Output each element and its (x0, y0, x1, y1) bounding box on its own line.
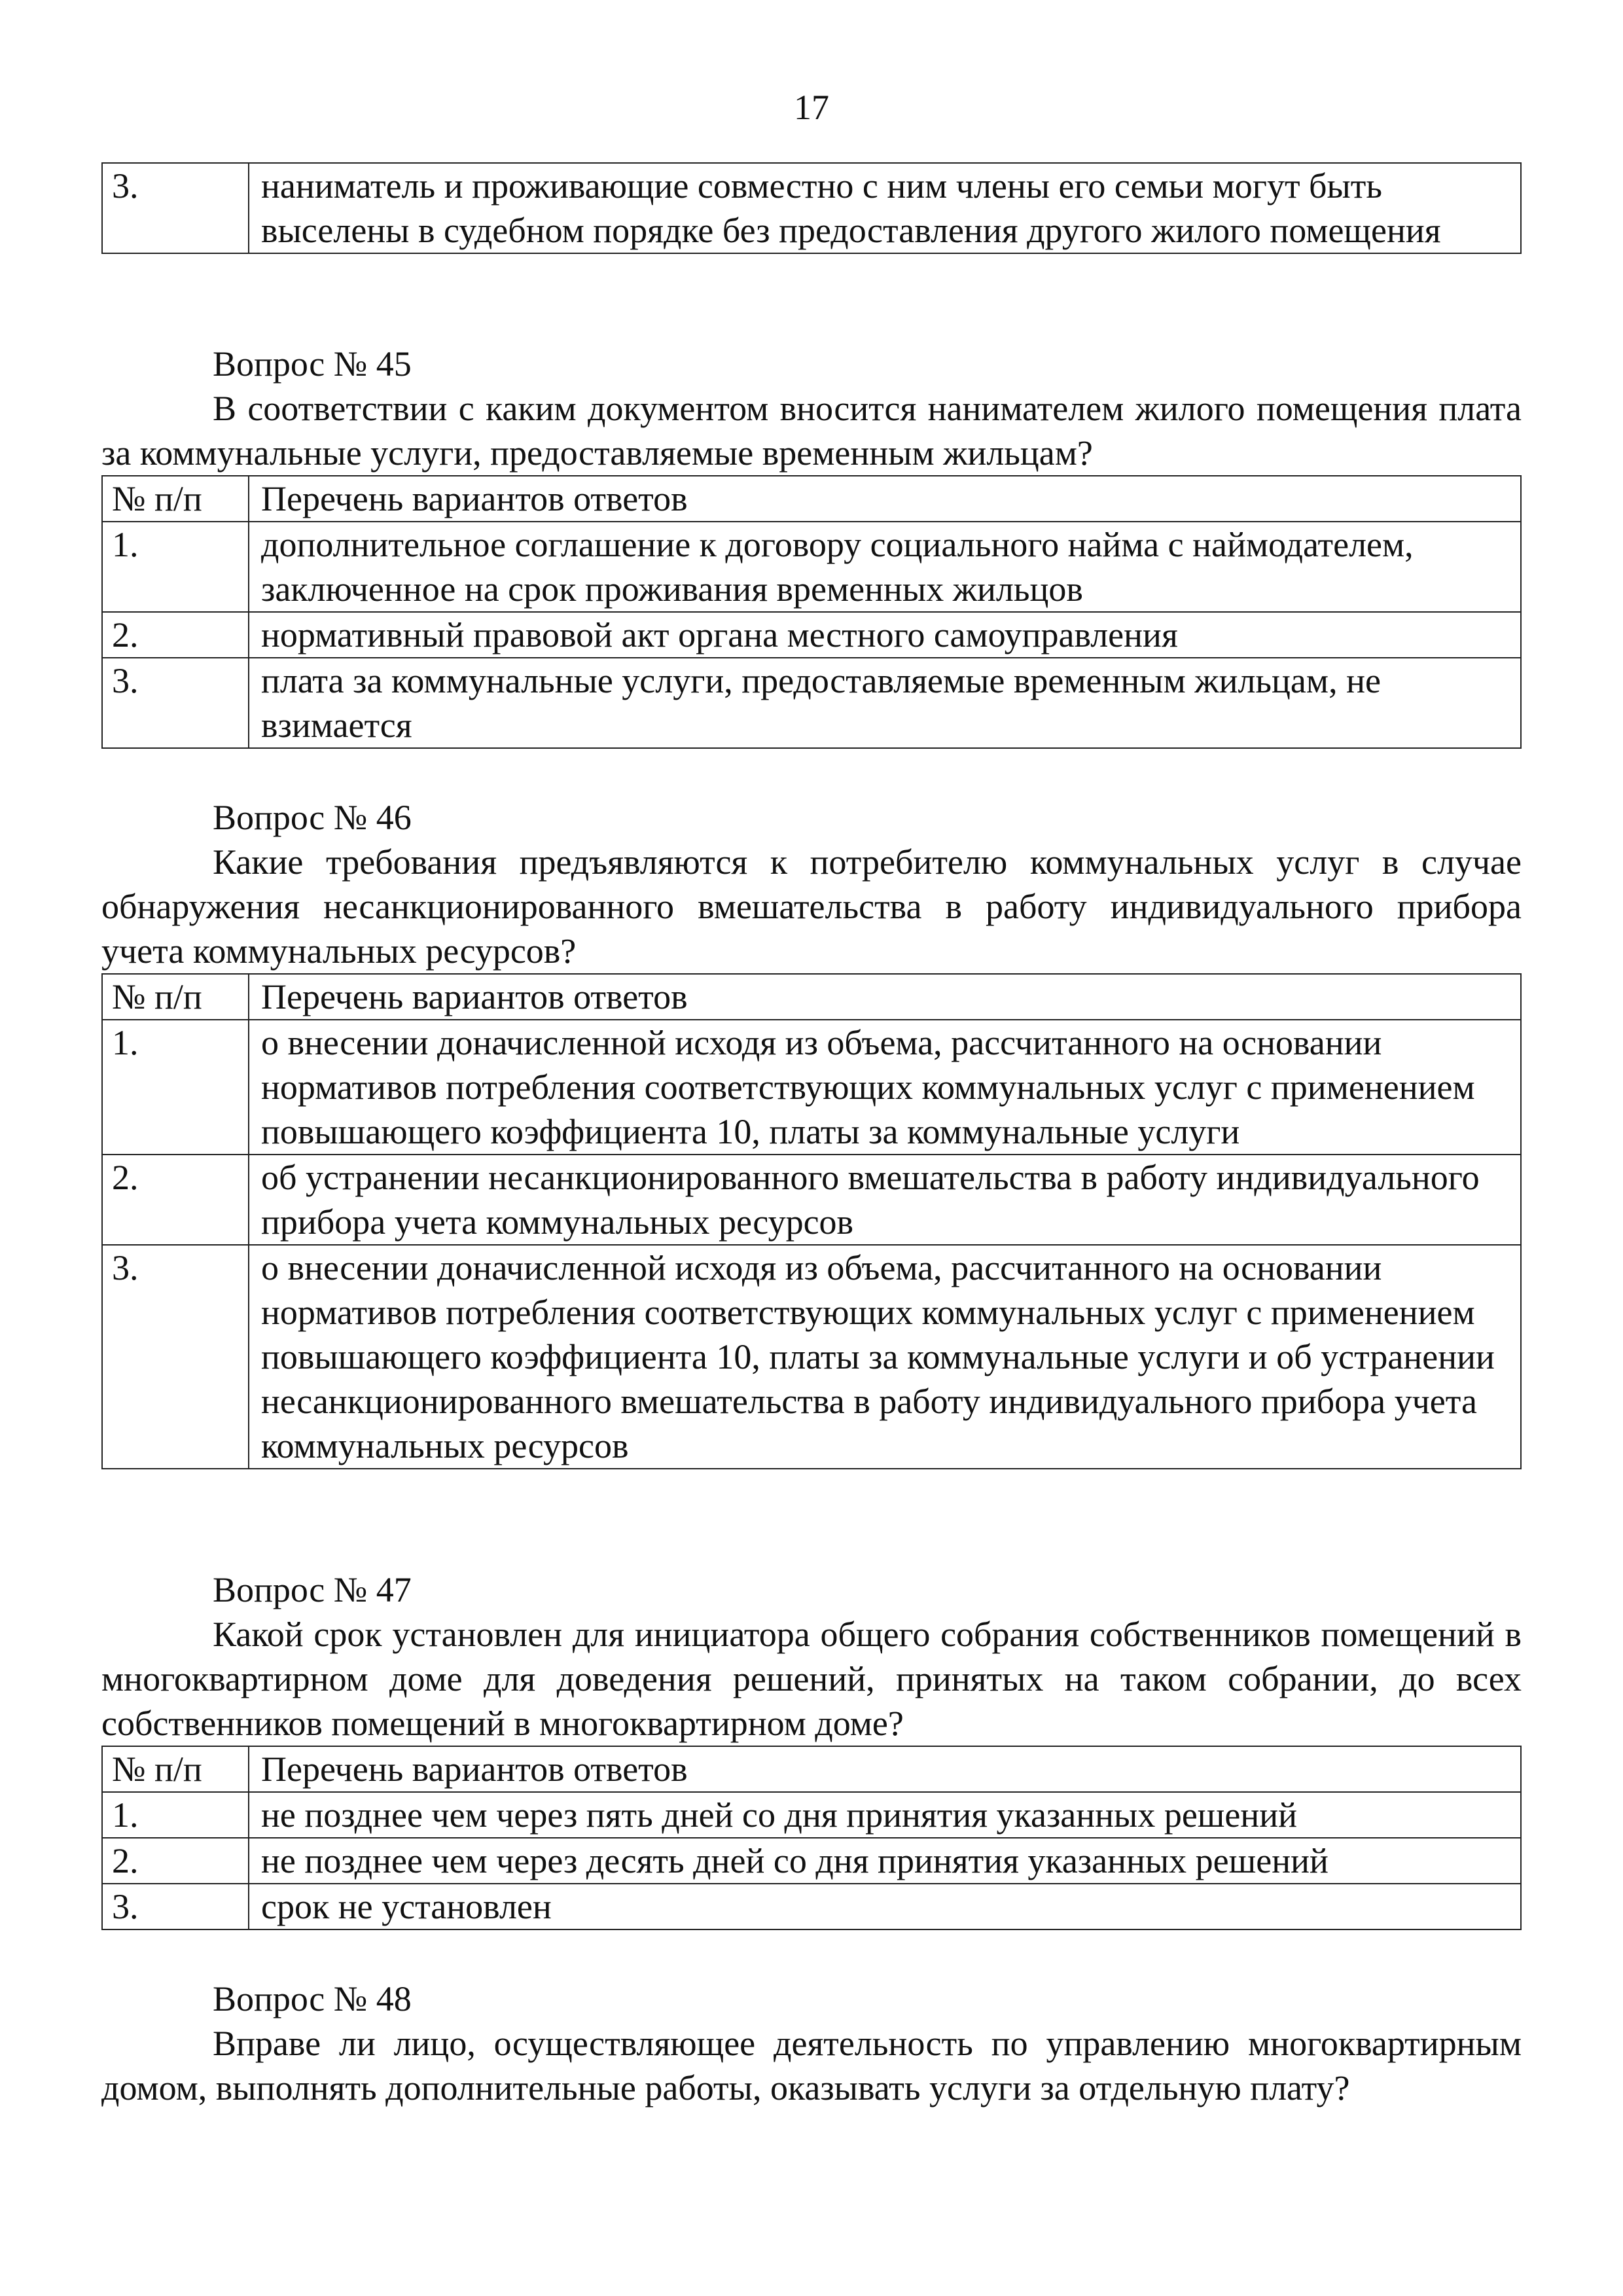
question-text: В соответствии с каким документом вносится нанимателем жилого помещения плата за коммунальные услуги, предоставляемые временным жильцам? (101, 389, 1522, 473)
header-num: № п/п (102, 1746, 249, 1792)
question-text: Вправе ли лицо, осуществляющее деятельность по управлению многоквартирным домом, выполнять дополнительные работы, оказывать услуги за отдельную плату? (101, 2024, 1522, 2108)
row-number: 3. (102, 658, 249, 748)
top-answer-table (101, 162, 1522, 254)
table-row (102, 1020, 1521, 1155)
row-number: 1. (102, 522, 249, 612)
question-title: Вопрос № 46 (213, 798, 412, 837)
row-number: 3. (102, 1884, 249, 1929)
table-header-row (102, 1746, 1521, 1792)
row-text: наниматель и проживающие совместно с ним члены его семьи могут быть выселены в судебном порядке без предоставления другого жилого помещения (249, 163, 1521, 253)
row-text: о внесении доначисленной исходя из объема, рассчитанного на основании нормативов потребления соответствующих коммунальных услуг с применением повышающего коэффициента 10, платы за коммунальные услуги и об устранении несанкционированного вмешательства в работу индивидуального прибора учета коммунальных ресурсов (249, 1245, 1521, 1469)
row-number: 2. (102, 1838, 249, 1884)
row-number: 3. (102, 1245, 249, 1469)
row-text: плата за коммунальные услуги, предоставляемые временным жильцам, не взимается (249, 658, 1521, 748)
table-row (102, 658, 1521, 748)
table-row (102, 163, 1521, 253)
row-number: 1. (102, 1792, 249, 1838)
table-row (102, 522, 1521, 612)
row-number: 3. (102, 163, 249, 253)
table-header-row (102, 974, 1521, 1020)
question-47 (101, 1568, 1522, 1930)
row-text: срок не установлен (249, 1884, 1521, 1929)
page-number: 17 (794, 88, 829, 127)
question-title: Вопрос № 45 (213, 344, 412, 384)
table-row (102, 1155, 1521, 1245)
row-text: не позднее чем через пять дней со дня принятия указанных решений (249, 1792, 1521, 1838)
row-text: не позднее чем через десять дней со дня принятия указанных решений (249, 1838, 1521, 1884)
row-text: дополнительное соглашение к договору социального найма с наймодателем, заключенное на срок проживания временных жильцов (249, 522, 1521, 612)
row-number: 2. (102, 1155, 249, 1245)
table-row (102, 1838, 1521, 1884)
row-text: о внесении доначисленной исходя из объема, рассчитанного на основании нормативов потребления соответствующих коммунальных услуг с применением повышающего коэффициента 10, платы за коммунальные услуги (249, 1020, 1521, 1155)
answers-table (101, 1746, 1522, 1930)
question-title: Вопрос № 47 (213, 1570, 412, 1609)
header-text: Перечень вариантов ответов (249, 974, 1521, 1020)
question-title: Вопрос № 48 (213, 1979, 412, 2018)
row-text: нормативный правовой акт органа местного самоуправления (249, 612, 1521, 658)
row-number: 1. (102, 1020, 249, 1155)
question-text: Какой срок установлен для инициатора общего собрания собственников помещений в многоквартирном доме для доведения решений, принятых на таком собрании, до всех собственников помещений в многоквартирном доме? (101, 1615, 1522, 1743)
header-text: Перечень вариантов ответов (249, 476, 1521, 522)
row-text: об устранении несанкционированного вмешательства в работу индивидуального прибора учета коммунальных ресурсов (249, 1155, 1521, 1245)
table-row (102, 1245, 1521, 1469)
answers-table (101, 475, 1522, 749)
table-row (102, 1792, 1521, 1838)
question-48 (101, 1977, 1522, 2110)
table-header-row (102, 476, 1521, 522)
question-45 (101, 342, 1522, 749)
header-num: № п/п (102, 974, 249, 1020)
question-46 (101, 795, 1522, 1469)
answers-table (101, 973, 1522, 1469)
question-text: Какие требования предъявляются к потребителю коммунальных услуг в случае обнаружения несанкционированного вмешательства в работу индивидуального прибора учета коммунальных ресурсов? (101, 842, 1522, 971)
header-num: № п/п (102, 476, 249, 522)
table-row (102, 612, 1521, 658)
row-number: 2. (102, 612, 249, 658)
header-text: Перечень вариантов ответов (249, 1746, 1521, 1792)
table-row (102, 1884, 1521, 1929)
